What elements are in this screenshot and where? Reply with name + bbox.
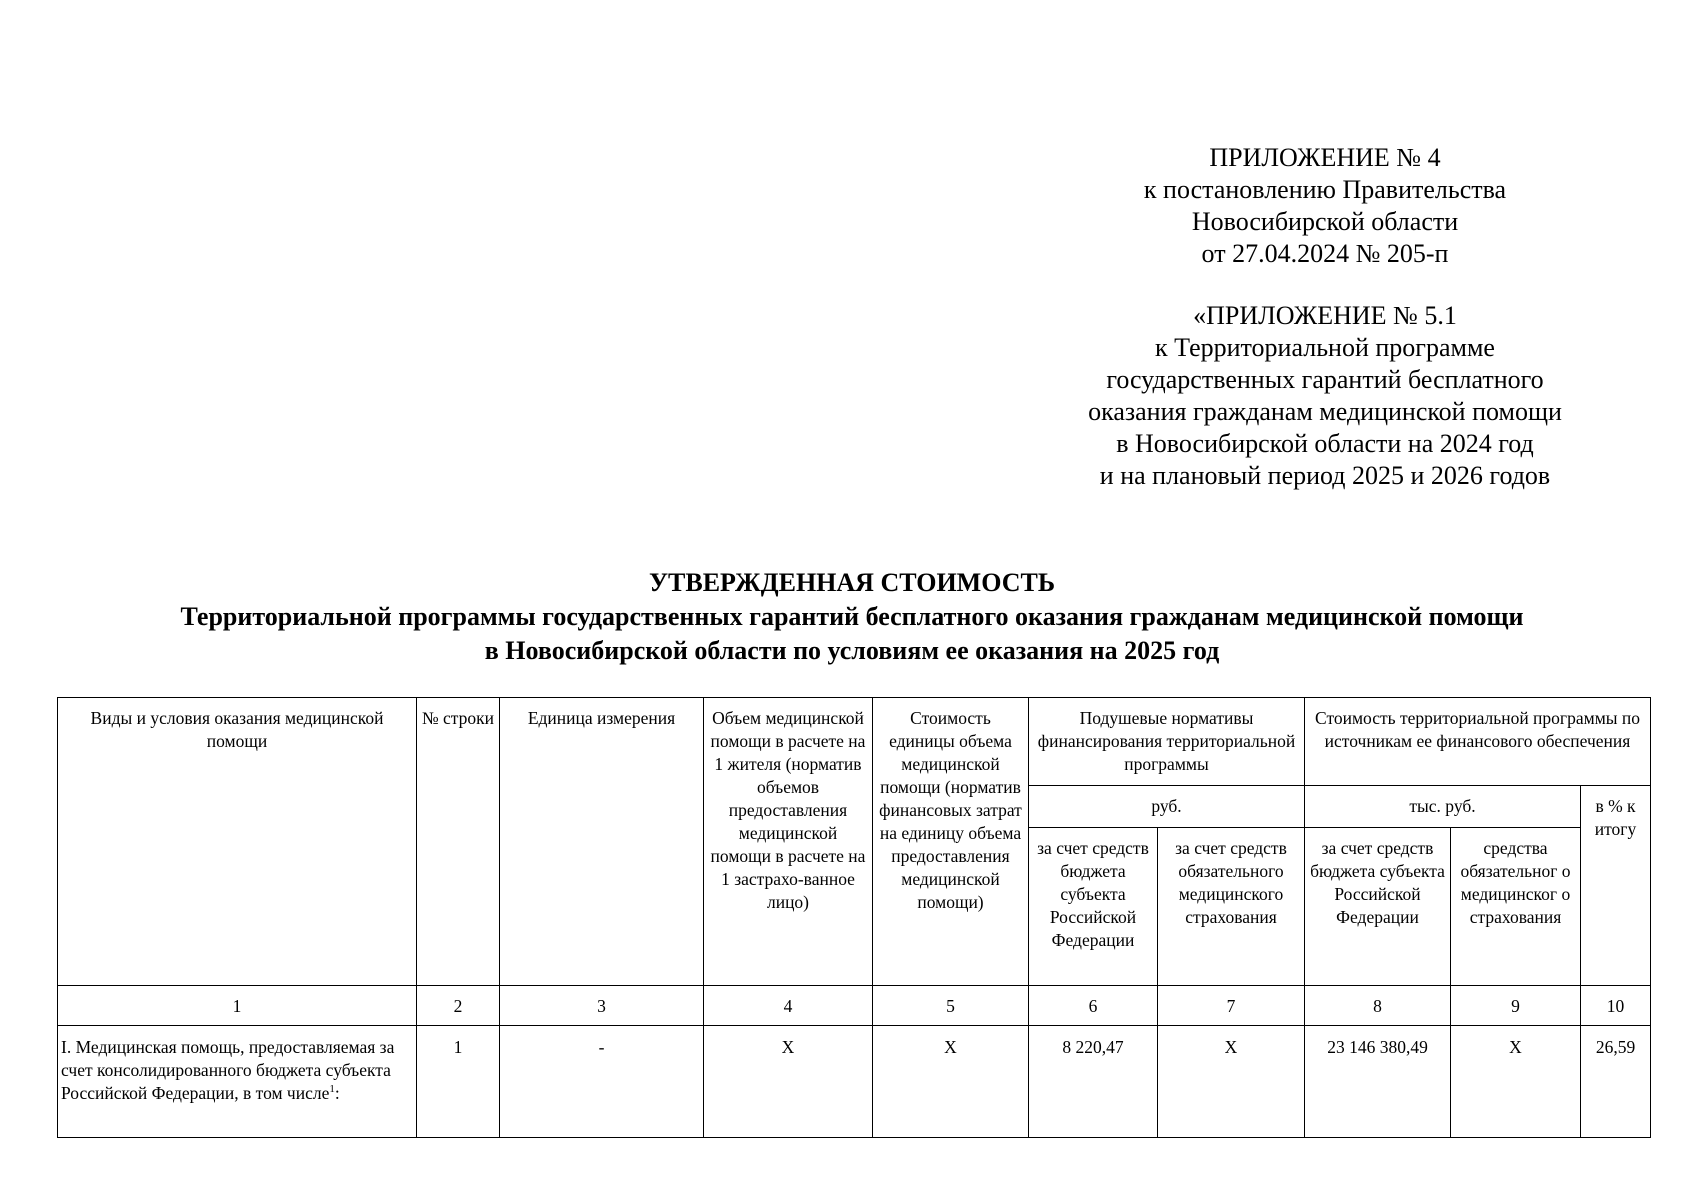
spacer xyxy=(1085,270,1565,300)
footnote-mark: 1 xyxy=(329,1083,335,1096)
column-number: 3 xyxy=(500,986,704,1026)
row-line-number: 1 xyxy=(417,1026,500,1138)
row-unit-cost: Х xyxy=(873,1026,1029,1138)
column-number: 1 xyxy=(58,986,417,1026)
column-number: 5 xyxy=(873,986,1029,1026)
header-volume: Объем медицинской помощи в расчете на 1 жителя (норматив объемов предоставления медицинской помощи в расчете на 1 застрахо-ванное лицо) xyxy=(704,698,873,986)
title-line: в Новосибирской области по условиям ее оказания на 2025 год xyxy=(484,636,1220,665)
appendix-header xyxy=(1085,142,1565,492)
table-row xyxy=(58,1026,1651,1138)
title-line: УТВЕРЖДЕННАЯ СТОИМОСТЬ xyxy=(648,568,1056,597)
appendix-line: оказания гражданам медицинской помощи xyxy=(1088,397,1562,426)
header-rub: руб. xyxy=(1029,786,1305,828)
header-kinds-conditions: Виды и условия оказания медицинской помощи xyxy=(58,698,417,986)
header-per-capita-budget: за счет средств бюджета субъекта Российской Федерации xyxy=(1029,828,1158,986)
header-unit-cost: Стоимость единицы объема медицинской помощи (норматив финансовых затрат на единицу объема предоставления медицинской помощи) xyxy=(873,698,1029,986)
row-cost-oms: Х xyxy=(1451,1026,1581,1138)
appendix-line: от 27.04.2024 № 205-п xyxy=(1201,239,1449,268)
header-row-number: № строки xyxy=(417,698,500,986)
row-per-capita-oms: Х xyxy=(1158,1026,1305,1138)
header-per-capita-oms: за счет средств обязательного медицинского страхования xyxy=(1158,828,1305,986)
column-number: 10 xyxy=(1581,986,1651,1026)
row-volume: Х xyxy=(704,1026,873,1138)
row-per-capita-budget: 8 220,47 xyxy=(1029,1026,1158,1138)
header-unit: Единица измерения xyxy=(500,698,704,986)
header-cost-group: Стоимость территориальной программы по источникам ее финансового обеспечения xyxy=(1305,698,1651,786)
appendix-line: к постановлению Правительства xyxy=(1143,175,1507,204)
column-number: 8 xyxy=(1305,986,1451,1026)
title-line: Территориальной программы государственных гарантий бесплатного оказания гражданам медицинской помощи xyxy=(180,602,1524,631)
appendix-line: к Территориальной программе xyxy=(1155,333,1495,362)
appendix-line: «ПРИЛОЖЕНИЕ № 5.1 xyxy=(1193,301,1457,330)
row-name-suffix: : xyxy=(334,1083,340,1103)
column-number: 7 xyxy=(1158,986,1305,1026)
appendix-line: в Новосибирской области на 2024 год xyxy=(1116,429,1534,458)
header-percent: в % к итогу xyxy=(1581,786,1651,986)
appendix-line: государственных гарантий бесплатного xyxy=(1106,365,1544,394)
column-number: 4 xyxy=(704,986,873,1026)
header-cost-oms: средства обязательног о медицинског о страхования xyxy=(1451,828,1581,986)
column-number: 2 xyxy=(417,986,500,1026)
cost-table xyxy=(57,697,1651,1138)
row-name-cell xyxy=(58,1026,417,1138)
header-thous-rub: тыс. руб. xyxy=(1305,786,1581,828)
header-per-capita-group: Подушевые нормативы финансирования территориальной программы xyxy=(1029,698,1305,786)
column-number: 6 xyxy=(1029,986,1158,1026)
row-percent: 26,59 xyxy=(1581,1026,1651,1138)
appendix-line: Новосибирской области xyxy=(1191,207,1459,236)
appendix-line: и на плановый период 2025 и 2026 годов xyxy=(1099,461,1551,490)
column-number: 9 xyxy=(1451,986,1581,1026)
document-title xyxy=(57,566,1647,668)
row-unit: - xyxy=(500,1026,704,1138)
row-cost-budget: 23 146 380,49 xyxy=(1305,1026,1451,1138)
header-cost-budget: за счет средств бюджета субъекта Российской Федерации xyxy=(1305,828,1451,986)
appendix-line: ПРИЛОЖЕНИЕ № 4 xyxy=(1209,143,1441,172)
row-name: I. Медицинская помощь, предоставляемая за счет консолидированного бюджета субъекта Российской Федерации, в том числе xyxy=(61,1037,395,1103)
